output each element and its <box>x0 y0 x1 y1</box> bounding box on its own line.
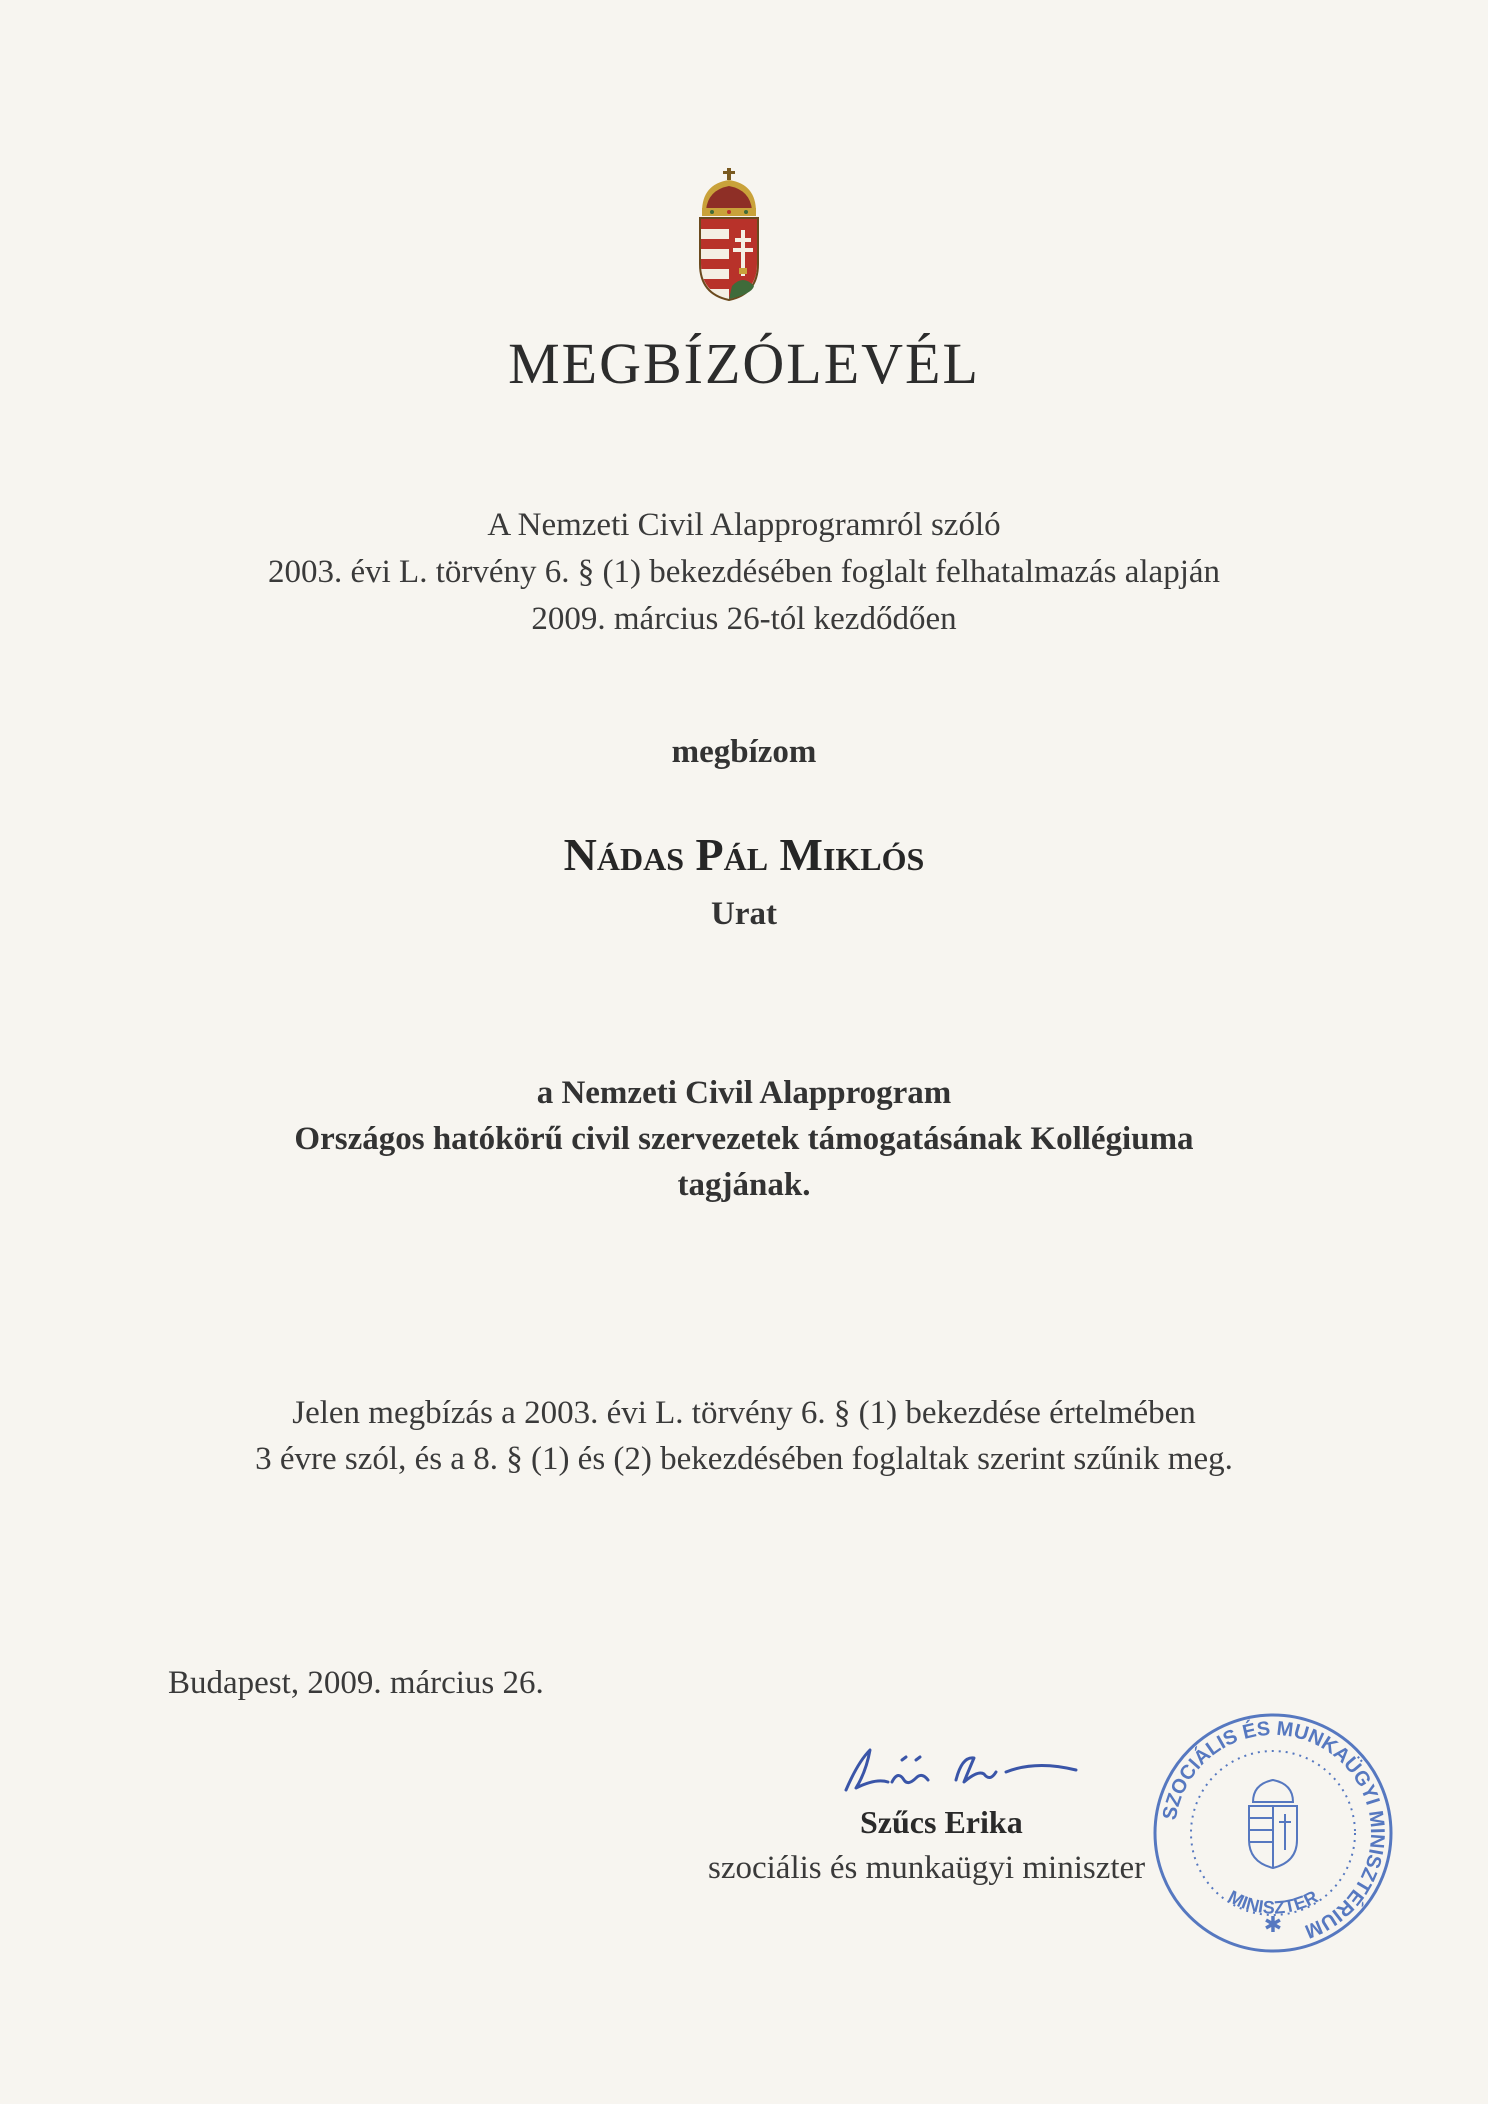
validity-line: Jelen megbízás a 2003. évi L. törvény 6. § (1) bekezdése értelmében <box>292 1395 1196 1431</box>
signer-name: Szűcs Erika <box>860 1804 1023 1840</box>
signer-title: szociális és munkaügyi miniszter <box>708 1850 1146 1886</box>
stamp-bottom-text: MINISZTER <box>1224 1886 1322 1918</box>
appointee-suffix: Urat <box>711 896 777 932</box>
document-title: MEGBÍZÓLEVÉL <box>508 331 980 396</box>
role-line: tagjának. <box>677 1167 811 1203</box>
role-line: Országos hatókörű civil szervezetek támogatásának Kollégiuma <box>294 1121 1194 1157</box>
validity-paragraph <box>0 1390 1488 1482</box>
intro-paragraph <box>0 502 1488 643</box>
place-and-date: Budapest, 2009. március 26. <box>168 1665 544 1701</box>
intro-line: 2003. évi L. törvény 6. § (1) bekezdésében foglalt felhatalmazás alapján <box>267 554 1221 590</box>
signature-icon <box>836 1742 1102 1798</box>
svg-text:✱: ✱ <box>1263 1913 1283 1938</box>
hungarian-coat-of-arms-icon <box>696 168 762 302</box>
ministry-stamp-icon <box>1150 1710 1396 1956</box>
role-paragraph <box>0 1070 1488 1208</box>
stamp-ring-text: SZOCIÁLIS ÉS MUNKAÜGYI MINISZTÉRIUM <box>1158 1717 1389 1943</box>
intro-line: A Nemzeti Civil Alapprogramról szóló <box>487 507 1001 543</box>
role-line: a Nemzeti Civil Alapprogram <box>536 1075 952 1111</box>
appoint-word: megbízom <box>671 734 817 770</box>
intro-line: 2009. március 26-tól kezdődően <box>531 601 957 637</box>
appointee-name: Nádas Pál Miklós <box>563 829 925 880</box>
validity-line: 3 évre szól, és a 8. § (1) és (2) bekezdésében foglaltak szerint szűnik meg. <box>255 1441 1233 1477</box>
